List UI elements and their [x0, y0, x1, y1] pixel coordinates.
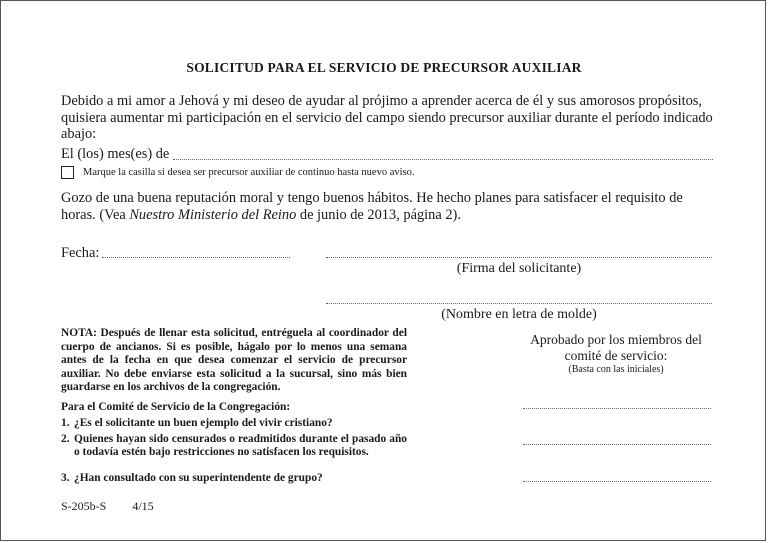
question-item — [61, 417, 407, 430]
form-footer — [61, 499, 154, 514]
form-revision-date: 4/15 — [132, 499, 154, 513]
date-input-line[interactable] — [102, 257, 290, 258]
note-paragraph — [61, 327, 407, 395]
initials-line-1[interactable] — [523, 408, 711, 409]
question-number: 3. — [61, 472, 70, 484]
committee-section — [61, 401, 407, 484]
printed-name-label: (Nombre en letra de molde) — [441, 307, 597, 322]
publication-title: Nuestro Ministerio del Reino — [129, 206, 297, 223]
initials-line-3[interactable] — [523, 481, 711, 482]
months-input-line[interactable] — [173, 159, 713, 160]
moral-text-start: Gozo de una buena reputación moral y tengo buenos hábitos. He hecho planes para satisfacer el requisito de horas. (Vea — [61, 190, 683, 223]
question-text: Quienes hayan sido censurados o readmitidos durante el pasado año o todavía estén bajo restricciones no satisfacen los requisitos. — [74, 433, 407, 458]
form-code: S-205b-S — [61, 499, 107, 513]
initials-note: (Basta con las iniciales) — [568, 364, 664, 375]
signature-line[interactable] — [326, 257, 712, 258]
question-number: 2. — [61, 433, 70, 445]
months-label: El (los) mes(es) de — [61, 146, 170, 162]
question-text: ¿Es el solicitante un buen ejemplo del vivir cristiano? — [74, 417, 333, 429]
question-text: ¿Han consultado con su superintendente de grupo? — [74, 472, 323, 484]
moral-paragraph — [61, 190, 713, 223]
note-text: Después de llenar esta solicitud, entréguela al coordinador del cuerpo de ancianos. Si es posible, hágalo por lo menos una semana antes de la fecha en que desea comenzar el servicio de precursor auxiliar. No debe enviarse esta solicitud a la sucursal, sino más bien guardarse en los archivos de la congregación. — [61, 327, 407, 393]
form-title: SOLICITUD PARA EL SERVICIO DE PRECURSOR AUXILIAR — [186, 60, 582, 75]
committee-heading: Para el Comité de Servicio de la Congregación: — [61, 401, 291, 413]
approved-label: Aprobado por los miembros del comité de servicio: — [530, 332, 702, 363]
moral-text-end: de junio de 2013, página 2). — [296, 206, 461, 223]
question-item — [61, 472, 407, 485]
note-heading: NOTA: — [61, 327, 97, 339]
continuous-checkbox[interactable] — [61, 166, 74, 179]
date-label: Fecha: — [61, 245, 100, 261]
printed-name-line[interactable] — [326, 303, 712, 304]
question-number: 1. — [61, 417, 70, 429]
intro-paragraph: Debido a mi amor a Jehová y mi deseo de ayudar al prójimo a aprender acerca de él y sus amorosos propósitos, quisiera aumentar mi participación en el servicio del campo siendo precursor auxiliar durante el período indicado abajo: — [61, 93, 713, 142]
checkbox-label: Marque la casilla si desea ser precursor auxiliar de continuo hasta nuevo aviso. — [83, 167, 415, 178]
initials-line-2[interactable] — [523, 444, 711, 445]
question-item — [61, 433, 407, 459]
signature-label: (Firma del solicitante) — [456, 261, 582, 276]
